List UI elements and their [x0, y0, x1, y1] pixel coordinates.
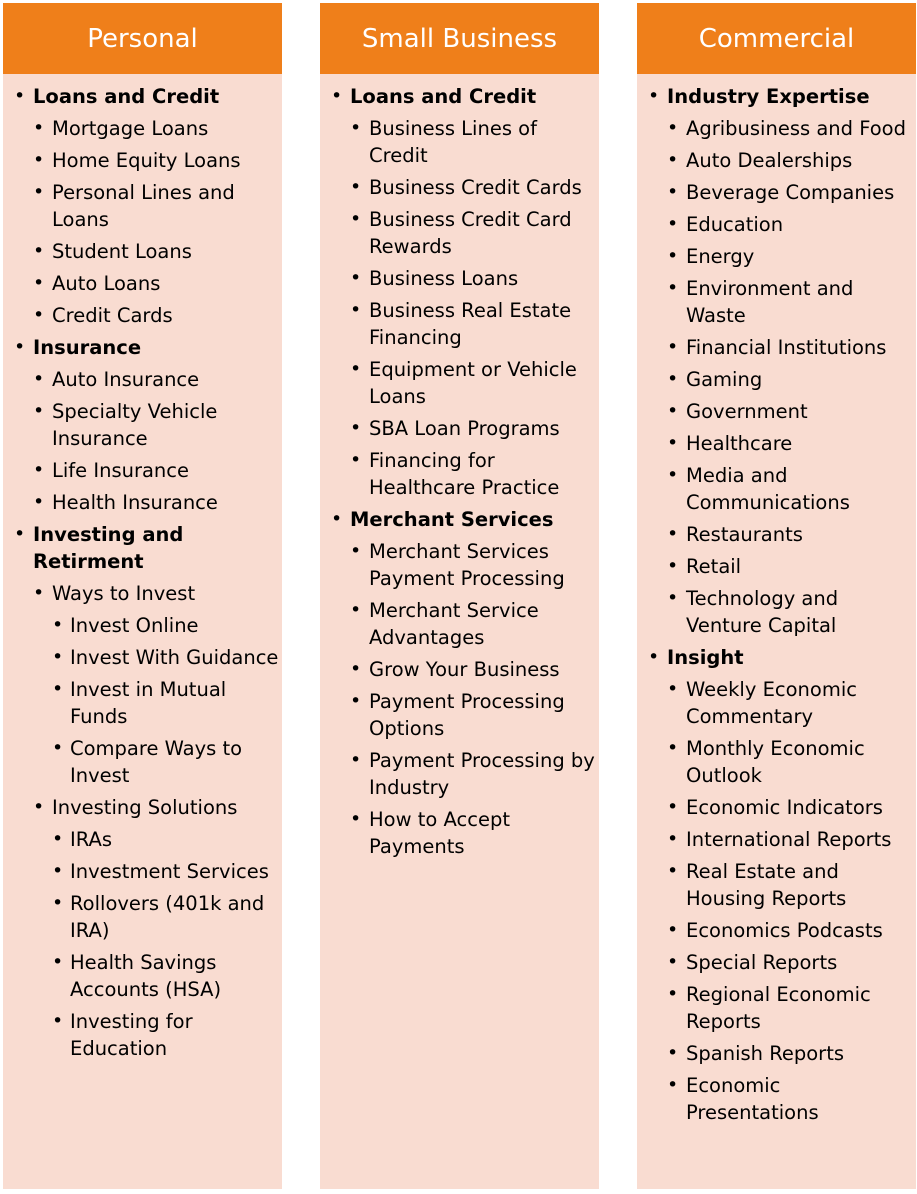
item-label: • Business Loans: [369, 267, 519, 290]
item-label: • Mortgage Loans: [52, 117, 209, 140]
list-item: [33, 302, 282, 334]
item-label: • International Reports: [686, 828, 892, 851]
level-3-list: [52, 826, 282, 1067]
category-label: • Industry Expertise: [667, 85, 870, 108]
item-label: • Business Credit Card Rewards: [369, 208, 572, 258]
item-label: • Health Savings Accounts (HSA): [70, 951, 222, 1001]
item-label: • Credit Cards: [52, 304, 173, 327]
item-label: • Financial Institutions: [686, 336, 887, 359]
list-item: [33, 398, 282, 457]
item-label: • Investment Services: [70, 860, 269, 883]
list-item: [33, 457, 282, 489]
item-label: • Financing for Healthcare Practice: [369, 449, 560, 499]
list-item: [667, 366, 916, 398]
list-item: [667, 275, 916, 334]
item-label: • Healthcare: [686, 432, 793, 455]
item-label: • Personal Lines and Loans: [52, 181, 235, 231]
item-label: • Ways to Invest: [52, 582, 196, 605]
item-label: • Payment Processing Options: [369, 690, 565, 740]
item-label: • Merchant Service Advantages: [369, 599, 539, 649]
item-label: • Real Estate and Housing Reports: [686, 860, 847, 910]
item-label: • Health Insurance: [52, 491, 218, 514]
list-item: [33, 489, 282, 521]
list-item: [350, 656, 599, 688]
level-1-list: [3, 83, 282, 1067]
list-item: [52, 890, 282, 949]
item-label: • Agribusiness and Food: [686, 117, 906, 140]
level-2-list: [33, 115, 282, 334]
item-label: • Investing Solutions: [52, 796, 238, 819]
item-tree: [3, 74, 282, 1067]
item-label: • Technology and Venture Capital: [686, 587, 839, 637]
list-item: [667, 179, 916, 211]
list-item: [667, 585, 916, 644]
list-item: [52, 644, 282, 676]
list-item: [350, 597, 599, 656]
list-item: [52, 735, 282, 794]
level-2-list: [33, 580, 282, 1067]
item-label: • Invest With Guidance: [70, 646, 279, 669]
list-item: [350, 174, 599, 206]
level-2-list: [667, 115, 916, 644]
item-label: • Government: [686, 400, 808, 423]
list-item: [667, 1040, 916, 1072]
item-label: • Spanish Reports: [686, 1042, 844, 1065]
item-label: • Monthly Economic Outlook: [686, 737, 865, 787]
list-item: [667, 211, 916, 243]
level-1-list: [637, 83, 916, 1131]
list-item: [350, 356, 599, 415]
list-item: [667, 917, 916, 949]
list-item: [667, 553, 916, 585]
list-item: [667, 676, 916, 735]
category-label: • Investing and Retirment: [33, 523, 184, 573]
column-header: Commercial: [637, 3, 916, 74]
item-tree: [320, 74, 599, 865]
item-label: • Energy: [686, 245, 755, 268]
level-2-list: [667, 676, 916, 1131]
category-item: [320, 83, 599, 506]
item-label: • Specialty Vehicle Insurance: [52, 400, 218, 450]
list-item: [350, 806, 599, 865]
list-item: [52, 949, 282, 1008]
list-item: [667, 794, 916, 826]
item-label: • Regional Economic Reports: [686, 983, 871, 1033]
item-label: • Rollovers (401k and IRA): [70, 892, 265, 942]
list-item: [350, 206, 599, 265]
item-label: • Compare Ways to Invest: [70, 737, 243, 787]
list-item: [33, 270, 282, 302]
list-item: [52, 826, 282, 858]
item-label: • Economics Podcasts: [686, 919, 883, 942]
item-label: • Grow Your Business: [369, 658, 560, 681]
item-label: • How to Accept Payments: [369, 808, 510, 858]
category-label: • Merchant Services: [350, 508, 554, 531]
list-item: [350, 415, 599, 447]
item-tree: [637, 74, 916, 1131]
category-item: [3, 83, 282, 334]
list-item: [350, 115, 599, 174]
column-header: Small Business: [320, 3, 599, 74]
item-label: • Beverage Companies: [686, 181, 895, 204]
list-item: [33, 147, 282, 179]
list-item: [667, 243, 916, 275]
list-item: [52, 612, 282, 644]
list-item: [33, 115, 282, 147]
list-item: [350, 447, 599, 506]
list-item: [667, 858, 916, 917]
item-label: • Business Lines of Credit: [369, 117, 537, 167]
item-label: • Retail: [686, 555, 742, 578]
item-label: • Weekly Economic Commentary: [686, 678, 857, 728]
column-header: Personal: [3, 3, 282, 74]
list-item: [350, 265, 599, 297]
category-item: [3, 521, 282, 1067]
item-label: • Economic Indicators: [686, 796, 883, 819]
list-item: [52, 676, 282, 735]
item-label: • Environment and Waste: [686, 277, 854, 327]
level-1-list: [320, 83, 599, 865]
item-label: • Home Equity Loans: [52, 149, 241, 172]
list-item: [667, 981, 916, 1040]
list-item: [33, 580, 282, 794]
list-item: [52, 1008, 282, 1067]
item-label: • Merchant Services Payment Processing: [369, 540, 565, 590]
category-item: [320, 506, 599, 865]
item-label: • Auto Insurance: [52, 368, 200, 391]
item-label: • Auto Loans: [52, 272, 161, 295]
list-item: [33, 238, 282, 270]
item-label: • Economic Presentations: [686, 1074, 819, 1124]
item-label: • Student Loans: [52, 240, 192, 263]
item-label: • Education: [686, 213, 784, 236]
item-label: • Business Real Estate Financing: [369, 299, 572, 349]
column-personal: [3, 3, 282, 1189]
category-item: [637, 644, 916, 1131]
list-item: [350, 688, 599, 747]
item-label: • Business Credit Cards: [369, 176, 582, 199]
list-item: [667, 430, 916, 462]
item-label: • Investing for Education: [70, 1010, 193, 1060]
list-item: [667, 521, 916, 553]
item-label: • Invest Online: [70, 614, 199, 637]
list-item: [33, 794, 282, 1067]
category-label: • Loans and Credit: [350, 85, 537, 108]
list-item: [667, 115, 916, 147]
item-label: • Restaurants: [686, 523, 803, 546]
category-label: • Insurance: [33, 336, 142, 359]
category-label: • Loans and Credit: [33, 85, 220, 108]
item-label: • Media and Communications: [686, 464, 850, 514]
item-label: • Gaming: [686, 368, 763, 391]
list-item: [667, 735, 916, 794]
list-item: [667, 398, 916, 430]
item-label: • Life Insurance: [52, 459, 190, 482]
level-2-list: [350, 538, 599, 865]
list-item: [350, 297, 599, 356]
category-label: • Insight: [667, 646, 744, 669]
category-item: [3, 334, 282, 521]
list-item: [667, 334, 916, 366]
list-item: [667, 147, 916, 179]
list-item: [52, 858, 282, 890]
item-label: • Invest in Mutual Funds: [70, 678, 227, 728]
item-label: • SBA Loan Programs: [369, 417, 560, 440]
item-label: • Payment Processing by Industry: [369, 749, 595, 799]
level-3-list: [52, 612, 282, 794]
list-item: [33, 366, 282, 398]
list-item: [350, 747, 599, 806]
column-commercial: [637, 3, 916, 1189]
level-2-list: [33, 366, 282, 521]
list-item: [667, 462, 916, 521]
item-label: • Equipment or Vehicle Loans: [369, 358, 577, 408]
list-item: [667, 826, 916, 858]
list-item: [667, 949, 916, 981]
item-label: • Auto Dealerships: [686, 149, 853, 172]
list-item: [667, 1072, 916, 1131]
level-2-list: [350, 115, 599, 506]
item-label: • IRAs: [70, 828, 113, 851]
column-small-business: [320, 3, 599, 1189]
list-item: [350, 538, 599, 597]
item-label: • Special Reports: [686, 951, 838, 974]
list-item: [33, 179, 282, 238]
category-item: [637, 83, 916, 644]
